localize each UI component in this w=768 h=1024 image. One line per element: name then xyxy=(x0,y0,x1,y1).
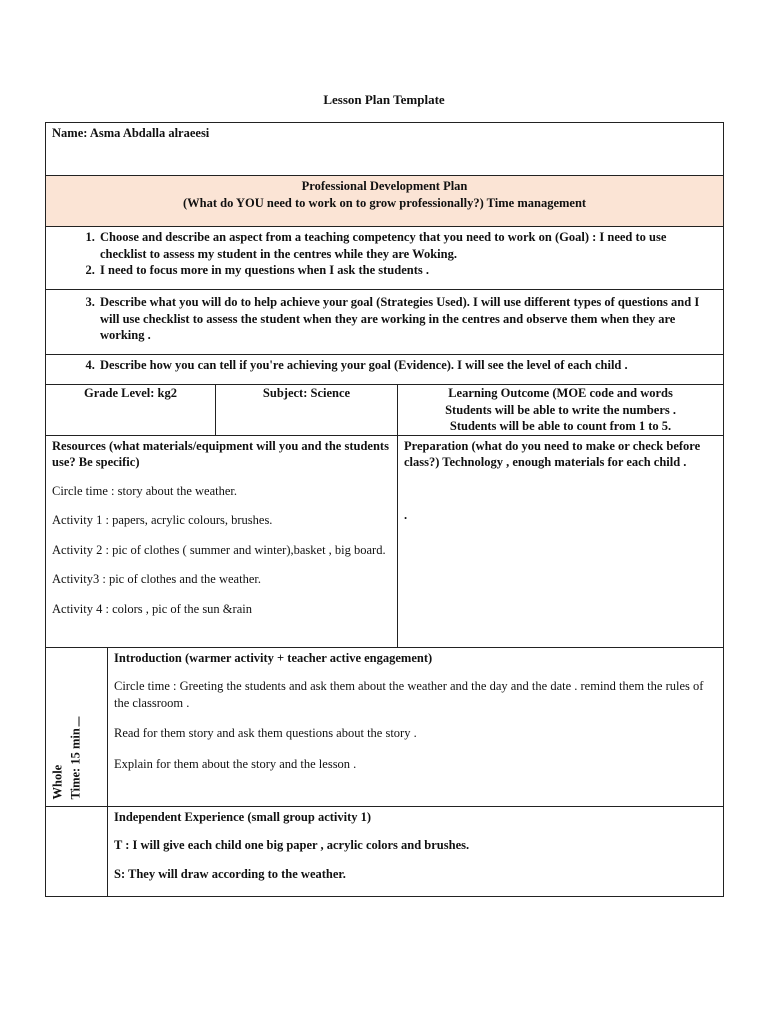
goal-item: 2. I need to focus more in my questions when I ask the students . xyxy=(98,262,715,279)
preparation-note: . xyxy=(404,507,408,522)
evidence-item: 4. Describe how you can tell if you're achieving your goal (Evidence). I will see the level of each child . xyxy=(98,357,715,374)
independent-section xyxy=(108,806,724,897)
strategy-section xyxy=(46,290,724,355)
introduction-section xyxy=(108,647,724,806)
pd-subtitle: (What do YOU need to work on to grow professionally?) Time management xyxy=(182,195,587,210)
introduction-paragraph: Circle time : Greeting the students and ask them about the weather and the day and the date . remind them the rules of the classroom . xyxy=(114,679,704,710)
learning-outcome xyxy=(398,385,724,436)
grade-level: Grade Level: kg2 xyxy=(46,385,216,436)
strategy-row xyxy=(46,290,724,355)
resource-item: Activity 4 : colors , pic of the sun &rain xyxy=(52,601,252,616)
pd-row xyxy=(46,176,724,227)
empty-side-cell xyxy=(46,806,108,897)
teacher-task: T : I will give each child one big paper , acrylic colors and brushes. xyxy=(114,838,470,852)
introduction-paragraph: Read for them story and ask them questions about the story . xyxy=(114,726,417,740)
time-side-label xyxy=(46,647,108,806)
document-title: Lesson Plan Template xyxy=(323,92,445,107)
pd-title: Professional Development Plan xyxy=(301,179,468,193)
evidence-section xyxy=(46,355,724,385)
subject: Subject: Science xyxy=(216,385,398,436)
goal-section xyxy=(46,227,724,290)
independent-row xyxy=(46,806,724,897)
resources-section xyxy=(46,435,398,647)
introduction-paragraph: Explain for them about the story and the lesson . xyxy=(114,756,357,771)
resource-item: Circle time : story about the weather. xyxy=(52,483,238,498)
preparation-header: Preparation (what do you need to make or check before class?) Technology , enough materials for each child . xyxy=(404,438,701,469)
goal-row xyxy=(46,227,724,290)
resources-header: Resources (what materials/equipment will you and the students use? Be specific) xyxy=(52,438,389,469)
name-row xyxy=(46,123,724,176)
outcome-line: Students will be able to write the numbers . xyxy=(445,402,676,417)
introduction-row xyxy=(46,647,724,806)
strategy-item: 3. Describe what you will do to help achieve your goal (Strategies Used). I will use different types of questions and I will use checklist to assess the student when they are working in the centres and observe them when they are working . xyxy=(98,294,715,344)
teacher-name: Name: Asma Abdalla alraeesi xyxy=(46,123,724,176)
time-text: Time: 15 min xyxy=(68,728,83,800)
lesson-plan-table xyxy=(45,122,724,897)
resources-row xyxy=(46,435,724,647)
outcome-line: Students will be able to count from 1 to 5. xyxy=(449,419,672,433)
whole-label: Whole xyxy=(50,764,65,800)
evidence-row xyxy=(46,355,724,385)
resource-item: Activity3 : pic of clothes and the weather. xyxy=(52,572,261,586)
preparation-section xyxy=(398,435,724,647)
underline xyxy=(79,716,80,726)
grade-row xyxy=(46,385,724,436)
resource-item: Activity 1 : papers, acrylic colours, brushes. xyxy=(52,513,273,527)
time-label xyxy=(68,716,85,799)
student-task: S: They will draw according to the weather. xyxy=(114,866,346,881)
outcome-title: Learning Outcome (MOE code and words xyxy=(448,386,673,400)
independent-header: Independent Experience (small group activity 1) xyxy=(114,809,372,824)
introduction-header: Introduction (warmer activity + teacher active engagement) xyxy=(114,650,433,665)
goal-item: 1. Choose and describe an aspect from a teaching competency that you need to work on (Goal) : I need to use checklist to assess my student in the centres while they are Woking. xyxy=(98,229,715,262)
professional-development-header xyxy=(46,176,724,227)
resource-item: Activity 2 : pic of clothes ( summer and winter),basket , big board. xyxy=(52,542,386,557)
